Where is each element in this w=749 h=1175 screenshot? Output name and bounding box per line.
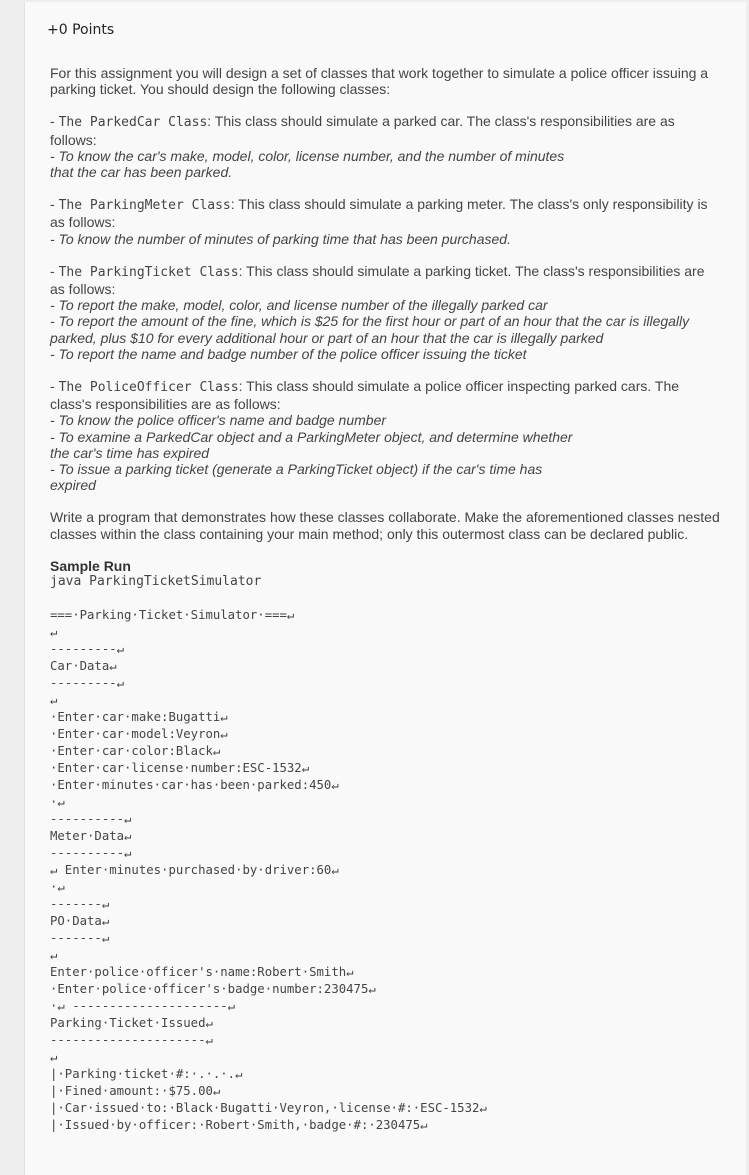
- class-desc: : This class should simulate a police officer inspecting parked cars. The class's responsibilities are as follows:: [50, 378, 680, 413]
- question-card: [24, 2, 746, 1175]
- responsibility-item: - To issue a parking ticket (generate a ParkingTicket object) if the car's time has: [50, 461, 543, 478]
- responsibility-item: - To report the name and badge number of the police officer issuing the ticket: [50, 345, 527, 362]
- responsibility-item: - To know the car's make, model, color, license number, and the number of minutes: [50, 147, 565, 164]
- class-desc: : This class should simulate a parked car. The class's responsibilities are as follows:: [50, 113, 675, 148]
- sample-run: [50, 558, 720, 1134]
- class-parkedcar: [50, 113, 720, 180]
- responsibility-item: - To report the make, model, color, and license number of the illegally parked car: [50, 297, 548, 314]
- class-name: The ParkingMeter Class: [58, 198, 231, 214]
- sample-run-output: ===·Parking·Ticket·Simulator·===↵ ↵ ---------↵ Car·Data↵ ---------↵ ↵ ·Enter·car·make:Bugatti↵ ·Enter·car·model:Veyron↵ ·Enter·car·color:Black↵ ·Enter·car·license·number:ESC-1532↵ ·Enter·minutes·car·has·been·parked:450↵ ·↵ ----------↵ Meter·Data↵ ----------↵ ↵ Enter·minutes·purchased·by·driver:60↵ ·↵ -------↵ PO·Data↵ -------↵ ↵ Enter·police·officer's·name:Robert·Smith↵ ·Enter·police·officer's·badge·number:230475↵ ·↵ ---------------------↵ Parking·Ticket·Issued↵ ---------------------↵ ↵ |·Parking·ticket·#:·.·.·.↵ |·Fined·amount:·$75.00↵ |·Car·issued·to:·Black·Bugatti·Veyron,·license·#:·ESC-1532↵ |·Issued·by·officer:·Robert·Smith,·badge·#:·230475↵: [50, 608, 487, 1133]
- sample-run-command: java ParkingTicketSimulator: [50, 574, 262, 590]
- class-desc: : This class should simulate a parking ticket. The class's responsibilities are as follows:: [50, 262, 705, 298]
- class-prefix: -: [50, 378, 59, 395]
- responsibility-item: that the car has been parked.: [50, 164, 233, 181]
- class-prefix: -: [50, 196, 59, 213]
- closing-paragraph: Write a program that demonstrates how these classes collaborate. Make the aforementioned classes nested classes within the class containing your main method; only this outermost class can be declared public.: [50, 509, 720, 542]
- responsibility-item: - To examine a ParkedCar object and a ParkingMeter object, and determine whether: [50, 428, 573, 445]
- class-name: The PoliceOfficer Class: [58, 380, 239, 396]
- class-name: The ParkedCar Class: [58, 115, 208, 131]
- class-desc: : This class should simulate a parking meter. The class's only responsibility is as follows:: [50, 196, 708, 231]
- responsibility-item: - To know the police officer's name and badge number: [50, 412, 387, 429]
- class-prefix: -: [50, 113, 59, 130]
- class-name: The ParkingTicket Class: [58, 264, 239, 280]
- responsibility-item: expired: [50, 477, 96, 494]
- responsibility-item: - To report the amount of the fine, which is $25 for the first hour or part of an hour that the car is illegally parked, plus $10 for every additional hour or part of an hour that the car is illegally parked: [50, 313, 690, 346]
- class-parkingticket: [50, 263, 720, 362]
- responsibility-item: - To know the number of minutes of parking time that has been purchased.: [50, 230, 511, 247]
- responsibility-item: the car's time has expired: [50, 444, 210, 461]
- class-policeofficer: [50, 378, 720, 493]
- class-prefix: -: [50, 262, 59, 279]
- class-parkingmeter: [50, 196, 720, 247]
- intro-paragraph: For this assignment you will design a set of classes that work together to simulate a police officer issuing a parking ticket. You should design the following classes:: [50, 65, 709, 98]
- question-body: [50, 65, 720, 1134]
- sample-run-title: Sample Run: [50, 557, 131, 574]
- points-label: +0 Points: [47, 22, 115, 38]
